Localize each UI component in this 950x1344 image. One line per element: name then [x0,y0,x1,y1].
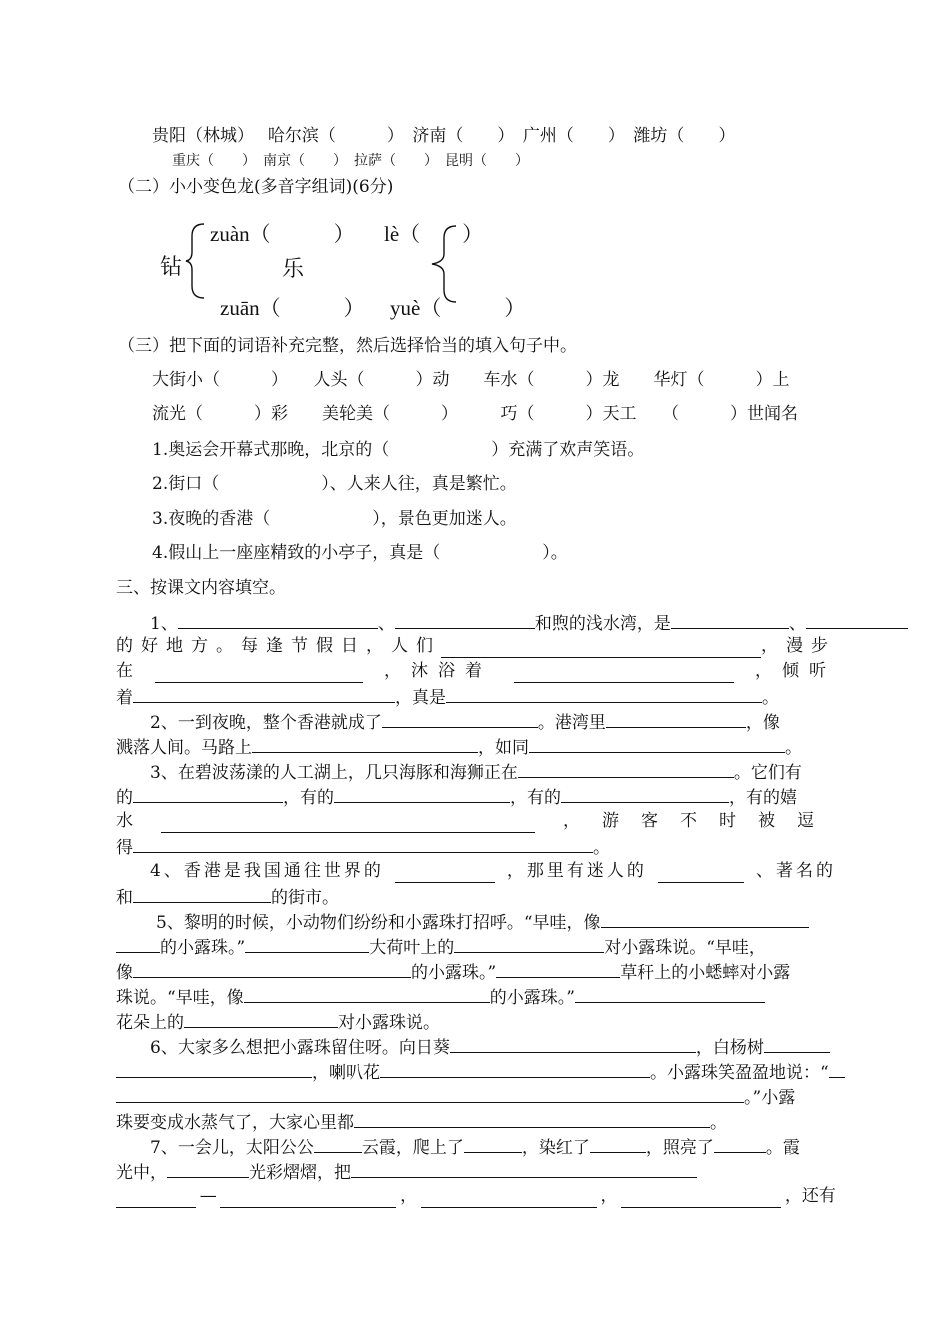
yue-fourth-tone: yuè（ ） [390,296,526,320]
q7-text: 光彩熠熠，把 [249,1163,351,1183]
blank[interactable] [116,1059,312,1078]
q7-text: 光中， [116,1163,167,1183]
q1-text: ，漫步 [761,636,836,656]
q6-line-4 [116,1109,727,1135]
blank[interactable] [382,709,538,728]
q3-text: ，有的 [510,788,561,808]
blank[interactable] [590,1134,646,1153]
blank[interactable] [354,1109,710,1128]
sentence-3: 3.夜晚的香港（ ），景色更加迷人。 [152,509,517,529]
zuan-fourth-tone: zuàn（ ） [210,222,355,246]
blank[interactable] [334,784,510,803]
le-character: 乐 [282,257,305,282]
q7-line-3 [116,1184,836,1208]
q2-text: ，如同 [478,738,529,758]
blank[interactable] [178,610,378,629]
blank[interactable] [116,1189,196,1208]
q3-text: 3、在碧波荡漾的人工湖上，几只海豚和海狮正在 [150,763,518,783]
q5-text: 对小露珠说。 [338,1013,440,1033]
blank[interactable] [621,1189,781,1208]
blank[interactable] [421,1189,597,1208]
q1-text: 的好地方。每逢节假日，人们 [116,636,441,656]
blank[interactable] [464,1134,522,1153]
q6-text: 。”小露 [744,1088,796,1108]
q2-text: ，像 [745,713,780,733]
q1-text: ，真是 [395,688,446,708]
blank[interactable] [671,610,789,629]
q3-text: ，有的嬉 [729,788,797,808]
zuan-character: 钻 [160,255,183,280]
blank[interactable] [658,864,744,883]
blank[interactable] [446,684,762,703]
q2-text: 2、一到夜晚，整个香港就成了 [150,713,382,733]
q5-text: 对小露珠说。“早哇， [604,938,766,958]
q4-line-2 [116,884,339,910]
q3-text: 得 [116,838,133,858]
sentence-2: 2.街口（ ）、人来人往，真是繁忙。 [152,474,517,494]
section-3-title: （三）把下面的词语补充完整，然后选择恰当的填入句子中。 [118,336,577,356]
le-fourth-tone: lè（ ） [384,222,484,246]
q7-text: ， [400,1186,418,1206]
blank[interactable] [575,984,765,1003]
q4-line-1 [150,859,836,883]
q1-text: 、 [788,614,806,634]
q1-text: ，倾听 [755,661,836,681]
q6-text: 珠要变成水蒸气了，大家心里都 [116,1113,354,1133]
blank[interactable] [244,984,490,1003]
q7-text: ，还有 [784,1186,836,1206]
blank[interactable] [529,734,785,753]
blank[interactable] [314,1134,362,1153]
city-row-1: 贵阳（林城） 哈尔滨（ ） 济南（ ） 广州（ ） 潍坊（ ） [152,126,736,146]
q7-text: 云霞，爬上了 [361,1138,464,1158]
q6-text: ，白杨树 [695,1038,764,1058]
q5-text: 大荷叶上的 [369,938,455,958]
blank[interactable] [380,1059,650,1078]
q1-text: 在 [116,661,133,681]
q1-line-3 [116,659,836,683]
q1-text: 1、 [150,614,178,634]
q4-text: ，那里有迷人的 [506,861,647,881]
q1-line-2 [116,634,836,658]
q5-text: 5、黎明的时候，小动物们纷纷和小露珠打招呼。“早哇，像 [156,913,601,933]
q5-text: 花朵上的 [116,1013,184,1033]
blank[interactable] [514,664,734,683]
section-2-title: （二）小小变色龙(多音字组词)(6分) [118,177,394,197]
q4-text: 和 [116,888,133,908]
q2-line-1 [150,709,780,735]
q1-text: 着 [116,688,133,708]
q5-line-1 [156,909,809,935]
q3-line-2 [116,784,797,810]
blank[interactable] [561,784,729,803]
q2-text: 。港湾里 [537,713,606,733]
q5-text: 像 [116,963,133,983]
q3-text: 。 [593,838,610,858]
q5-line-3 [116,959,790,985]
q6-text: 。小露珠笑盈盈地说：“ [650,1063,829,1083]
q7-text: ， [600,1186,618,1206]
q1-text: 。 [762,688,779,708]
blank[interactable] [518,759,734,778]
blank[interactable] [454,934,604,953]
blank[interactable] [351,1159,697,1178]
q1-text: 和煦的浅水湾，是 [534,614,671,634]
q3-line-1 [150,759,802,785]
q7-text: 7、一会儿，太阳公公 [150,1138,314,1158]
sentence-1: 1.奥运会开幕式那晚，北京的（ ）充满了欢声笑语。 [152,440,645,460]
sentence-4: 4.假山上一座座精致的小亭子，真是（ ）。 [152,543,568,563]
q5-text: 珠说。“早哇，像 [116,988,244,1008]
blank[interactable] [496,959,620,978]
q3-text: ，游客不时被逗 [563,811,836,831]
q3-text: ，有的 [283,788,334,808]
q5-line-2 [116,934,766,960]
q6-text: 。 [710,1113,727,1133]
q5-text: 的小露珠。” [489,988,575,1008]
q1-line-1 [150,610,908,636]
q4-text: 的街市。 [271,888,339,908]
q7-line-1 [150,1134,800,1160]
q4-text: 、著名的 [755,861,836,881]
blank[interactable] [133,784,283,803]
blank[interactable] [116,934,160,953]
word-row-1: 大街小（ ） 人头（ ）动 车水（ ）龙 华灯（ ）上 [152,370,790,390]
q5-text: 草秆上的小蟋蟀对小露 [620,963,791,983]
q5-line-5 [116,1009,440,1035]
q6-line-1 [150,1034,830,1060]
q5-text: 的小露珠。” [411,963,497,983]
blank[interactable] [601,909,809,928]
blank[interactable] [220,1189,396,1208]
q3-line-3 [116,809,836,833]
blank[interactable] [184,1009,338,1028]
blank[interactable] [606,709,746,728]
blank[interactable] [395,864,495,883]
blank[interactable] [133,884,271,903]
blank[interactable] [133,684,395,703]
blank[interactable] [450,1034,696,1053]
blank[interactable] [252,734,478,753]
q2-line-2 [116,734,802,760]
blank[interactable] [714,1134,766,1153]
q3-line-4 [116,834,610,860]
q7-text: — [199,1186,217,1206]
blank[interactable] [829,1059,845,1078]
q5-line-4 [116,984,765,1010]
q1-text: 、 [377,614,395,634]
blank[interactable] [441,639,761,658]
blank[interactable] [806,610,908,629]
q7-text: ，照亮了 [645,1138,714,1158]
q6-text: 6、大家多么想把小露珠留住呀。向日葵 [150,1038,450,1058]
q2-text: 溅落人间。马路上 [116,738,252,758]
blank[interactable] [155,664,363,683]
q7-line-2 [116,1159,697,1185]
q5-text: 的小露珠。” [160,938,246,958]
q1-text: ，沐浴着 [384,661,492,681]
blank[interactable] [764,1034,830,1053]
word-row-2: 流光（ ）彩 美轮美（ ） 巧（ ）天工 （ ）世闻名 [152,404,798,424]
q4-text: 4、香港是我国通往世界的 [150,861,384,881]
right-brace-icon [428,224,460,304]
left-brace-icon [184,222,208,300]
part-3-title: 三、按课文内容填空。 [116,578,286,598]
q1-line-4 [116,684,779,710]
q6-line-3 [116,1084,795,1110]
q3-text: 的 [116,788,133,808]
q7-text: ，染红了 [521,1138,590,1158]
q6-text: ，喇叭花 [312,1063,380,1083]
blank[interactable] [116,1084,744,1103]
q3-text: 水 [116,811,133,831]
q2-text: 。 [785,738,802,758]
q3-text: 。它们有 [733,763,802,783]
blank[interactable] [395,610,535,629]
city-row-2: 重庆（ ） 南京（ ） 拉萨（ ） 昆明（ ） [172,153,529,169]
blank[interactable] [161,814,535,833]
q7-text: 。霞 [765,1138,800,1158]
zuan-first-tone: zuān（ ） [220,296,365,320]
q6-line-2 [116,1059,845,1085]
blank[interactable] [245,934,369,953]
blank[interactable] [133,834,593,853]
blank[interactable] [133,959,411,978]
blank[interactable] [167,1159,249,1178]
